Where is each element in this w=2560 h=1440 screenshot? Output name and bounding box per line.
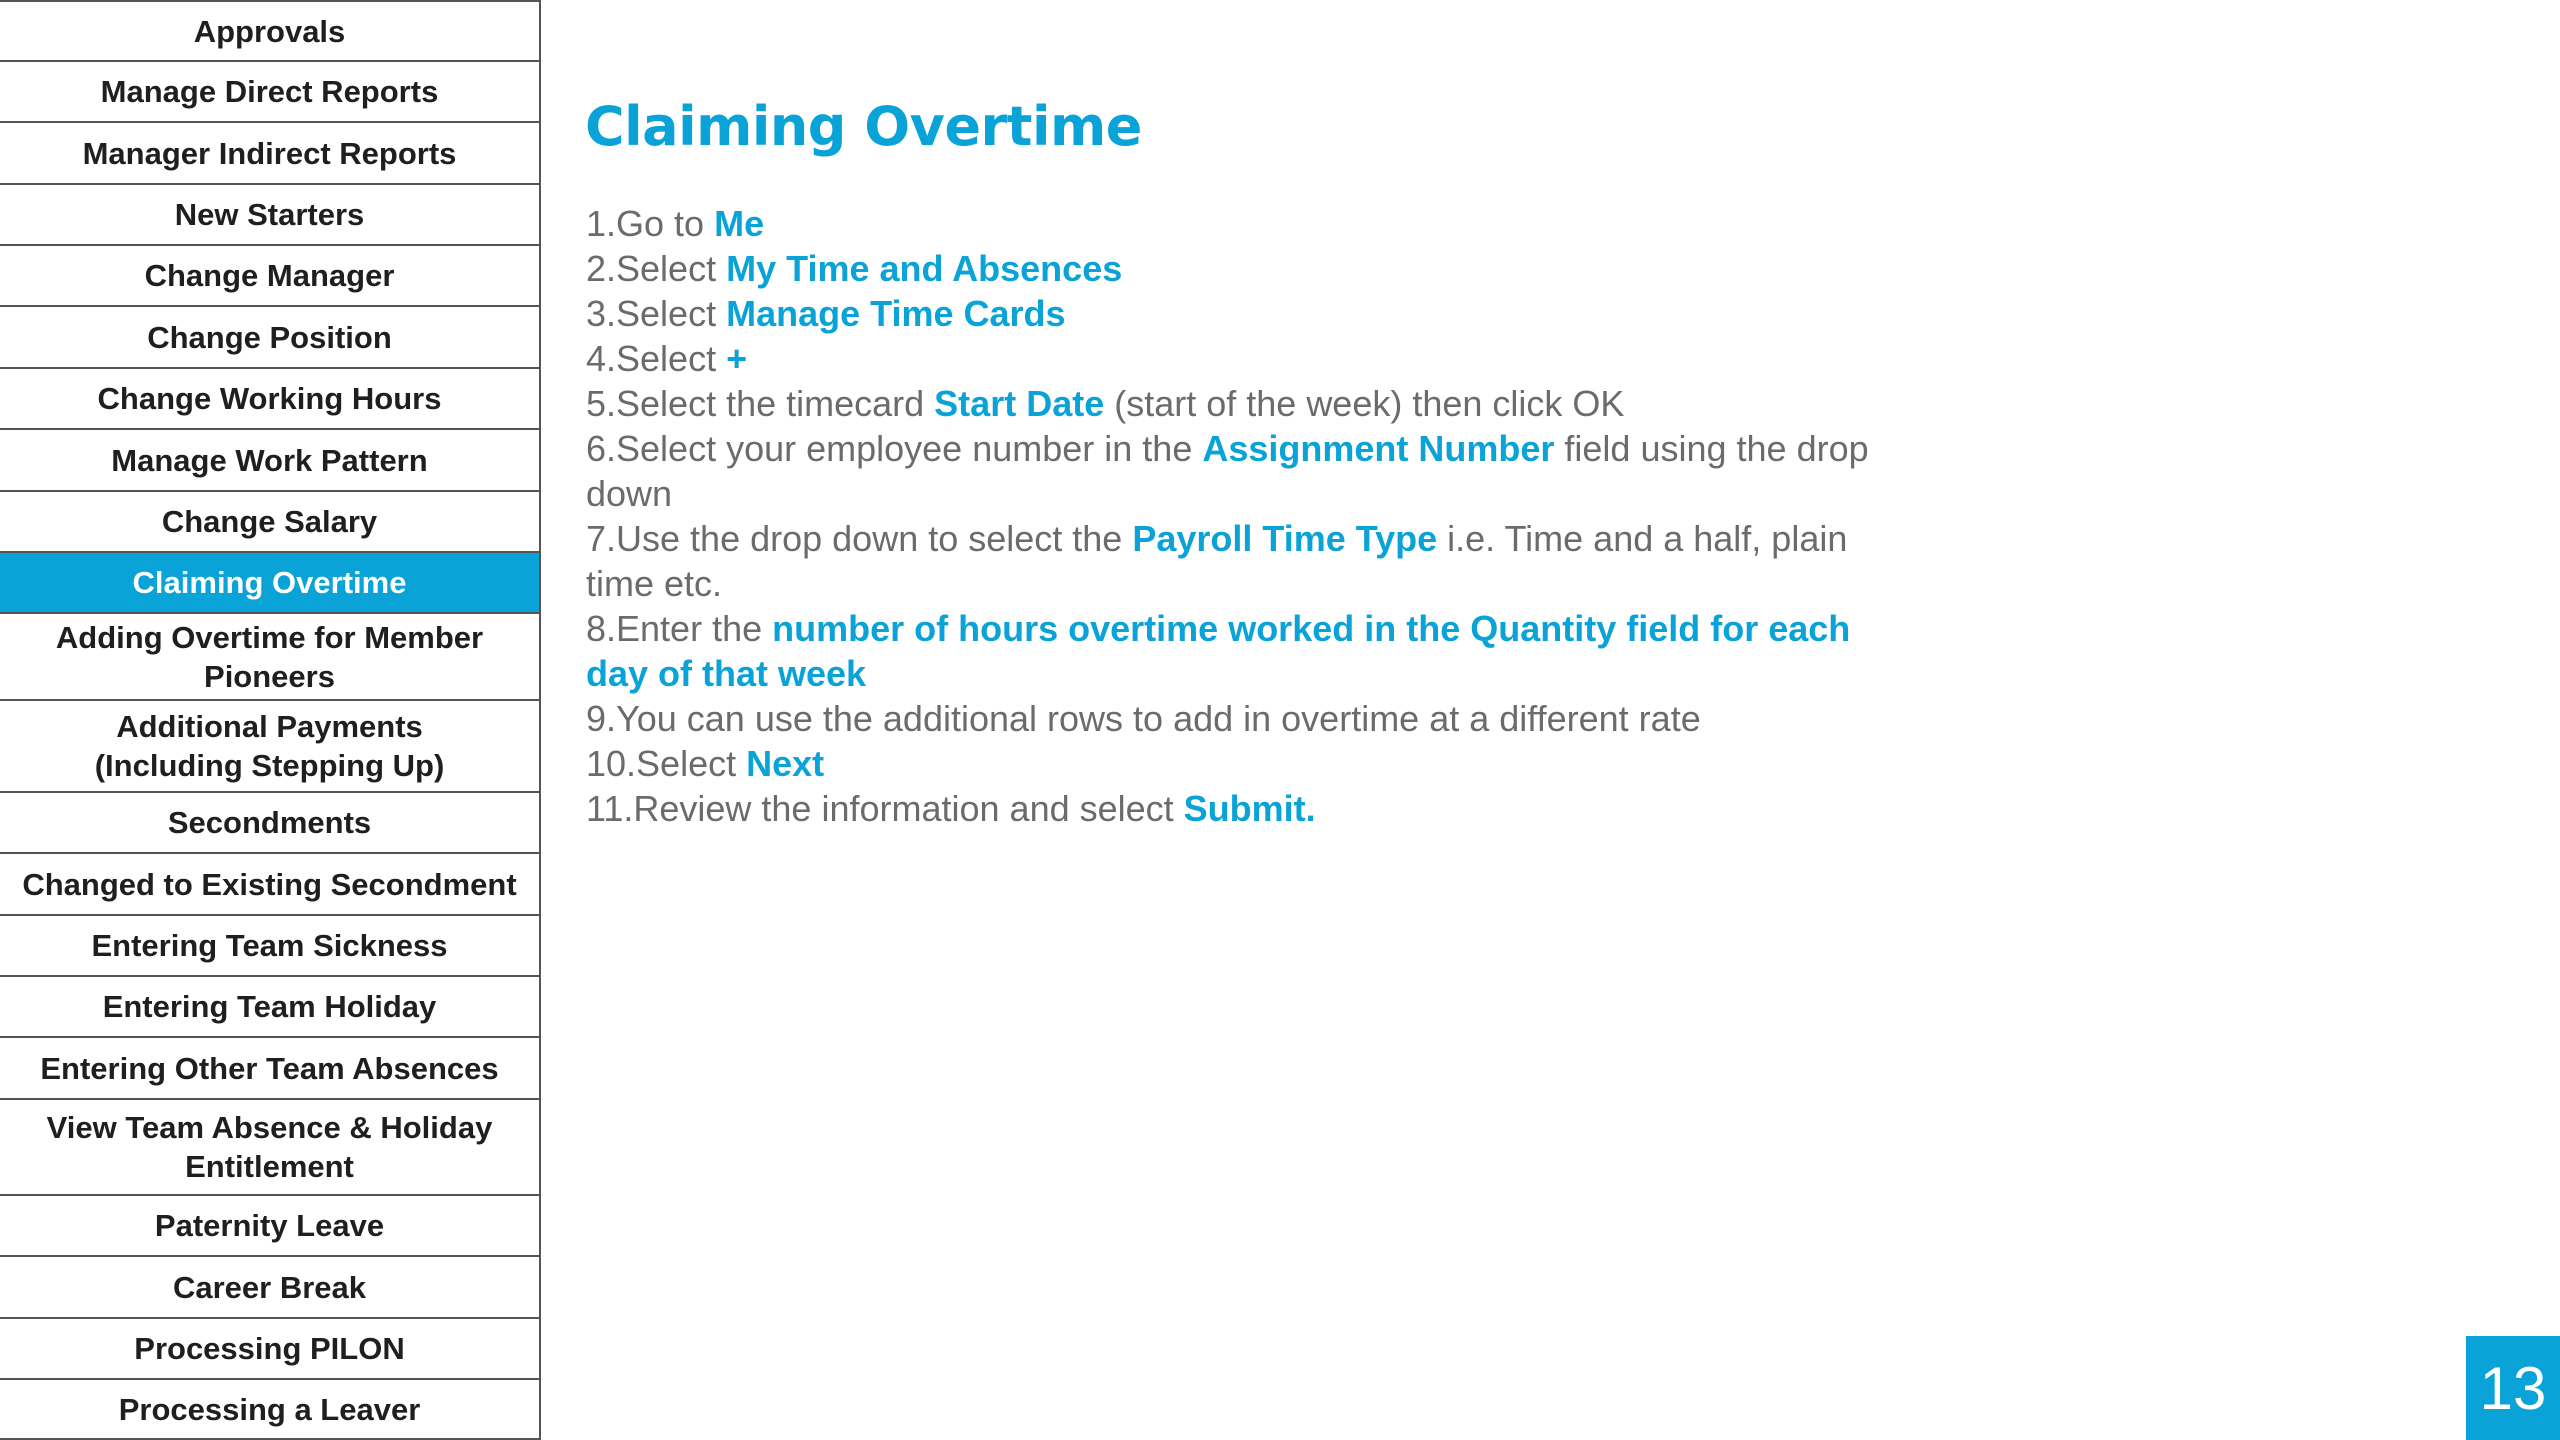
step-highlight: Submit.	[1183, 788, 1316, 829]
sidebar-item-view-team-absence-holiday-entitlement[interactable]	[0, 1100, 539, 1196]
page-title: Claiming Overtime	[585, 95, 1142, 158]
sidebar-item-entering-other-team-absences[interactable]: Entering Other Team Absences	[0, 1038, 539, 1100]
step-text: 11.Review the information and select	[586, 788, 1184, 829]
step-highlight: My Time and Absences	[726, 248, 1123, 289]
step-highlight: Manage Time Cards	[726, 293, 1066, 334]
step-text: 3.Select	[586, 293, 727, 334]
sidebar-item-additional-payments-including-stepping-up[interactable]	[0, 701, 539, 793]
step-highlight: Next	[746, 743, 825, 784]
sidebar-item-manager-indirect-reports[interactable]: Manager Indirect Reports	[0, 123, 539, 185]
sidebar-item-secondments[interactable]: Secondments	[0, 793, 539, 854]
step-text: 1.Go to	[586, 203, 715, 244]
step-text: 2.Select	[586, 248, 727, 289]
page-number-badge: 13	[2466, 1336, 2560, 1440]
sidebar-item-change-manager[interactable]: Change Manager	[0, 246, 539, 307]
step-item	[586, 291, 1876, 336]
sidebar-item-change-salary[interactable]: Change Salary	[0, 492, 539, 553]
sidebar-item-label-line: Additional Payments	[116, 709, 423, 744]
step-item	[586, 786, 1876, 831]
step-highlight: Payroll Time Type	[1132, 518, 1438, 559]
step-text: 7.Use the drop down to select the	[586, 518, 1133, 559]
step-text: 9.You can use the additional rows to add in overtime at a different rate	[586, 698, 1701, 739]
sidebar-item-approvals[interactable]: Approvals	[0, 0, 539, 62]
step-highlight: Assignment Number	[1202, 428, 1555, 469]
step-text: (start of the week) then click OK	[1104, 383, 1625, 424]
sidebar-item-manage-work-pattern[interactable]: Manage Work Pattern	[0, 430, 539, 492]
sidebar-item-adding-overtime-for-member-pioneers[interactable]	[0, 614, 539, 701]
step-highlight: Me	[714, 203, 765, 244]
sidebar-item-paternity-leave[interactable]: Paternity Leave	[0, 1196, 539, 1257]
sidebar-item-label-line: Entitlement	[185, 1149, 354, 1184]
sidebar-item-processing-pilon[interactable]: Processing PILON	[0, 1319, 539, 1380]
step-item	[586, 201, 1876, 246]
step-item	[586, 696, 1876, 741]
sidebar-item-entering-team-holiday[interactable]: Entering Team Holiday	[0, 977, 539, 1038]
step-item	[586, 741, 1876, 786]
sidebar-item-changed-to-existing-secondment[interactable]: Changed to Existing Secondment	[0, 854, 539, 916]
step-text: 4.Select	[586, 338, 727, 379]
sidebar-item-manage-direct-reports[interactable]: Manage Direct Reports	[0, 62, 539, 123]
step-highlight: +	[726, 338, 748, 379]
sidebar-item-change-working-hours[interactable]: Change Working Hours	[0, 369, 539, 430]
step-text: 10.Select	[586, 743, 747, 784]
step-text: 8.Enter the	[586, 608, 773, 649]
step-text: i.e. Time and a half, plain time etc.	[586, 518, 1848, 604]
sidebar-item-processing-a-leaver[interactable]: Processing a Leaver	[0, 1380, 539, 1440]
sidebar-item-label-line: Pioneers	[204, 658, 335, 694]
step-text: 5.Select the timecard	[586, 383, 935, 424]
instruction-steps	[586, 201, 1876, 831]
sidebar-item-claiming-overtime[interactable]: Claiming Overtime	[0, 553, 539, 614]
step-item	[586, 426, 1876, 516]
sidebar-item-career-break[interactable]: Career Break	[0, 1257, 539, 1319]
sidebar-item-label-line: Adding Overtime for Member	[55, 619, 484, 655]
step-text: 6.Select your employee number in the	[586, 428, 1203, 469]
step-item	[586, 516, 1876, 606]
sidebar-item-label-line: View Team Absence & Holiday	[46, 1110, 493, 1145]
step-item	[586, 606, 1876, 696]
step-item	[586, 381, 1876, 426]
step-text: field using the drop down	[586, 428, 1869, 514]
sidebar-nav	[0, 0, 541, 1440]
step-item	[586, 336, 1876, 381]
sidebar-item-new-starters[interactable]: New Starters	[0, 185, 539, 246]
step-item	[586, 246, 1876, 291]
step-highlight: number of hours overtime worked in the Quantity field for each day of that week	[586, 608, 1851, 694]
sidebar-item-label-line: (Including Stepping Up)	[94, 748, 445, 783]
step-highlight: Start Date	[934, 383, 1105, 424]
sidebar-item-change-position[interactable]: Change Position	[0, 307, 539, 369]
sidebar-item-entering-team-sickness[interactable]: Entering Team Sickness	[0, 916, 539, 977]
